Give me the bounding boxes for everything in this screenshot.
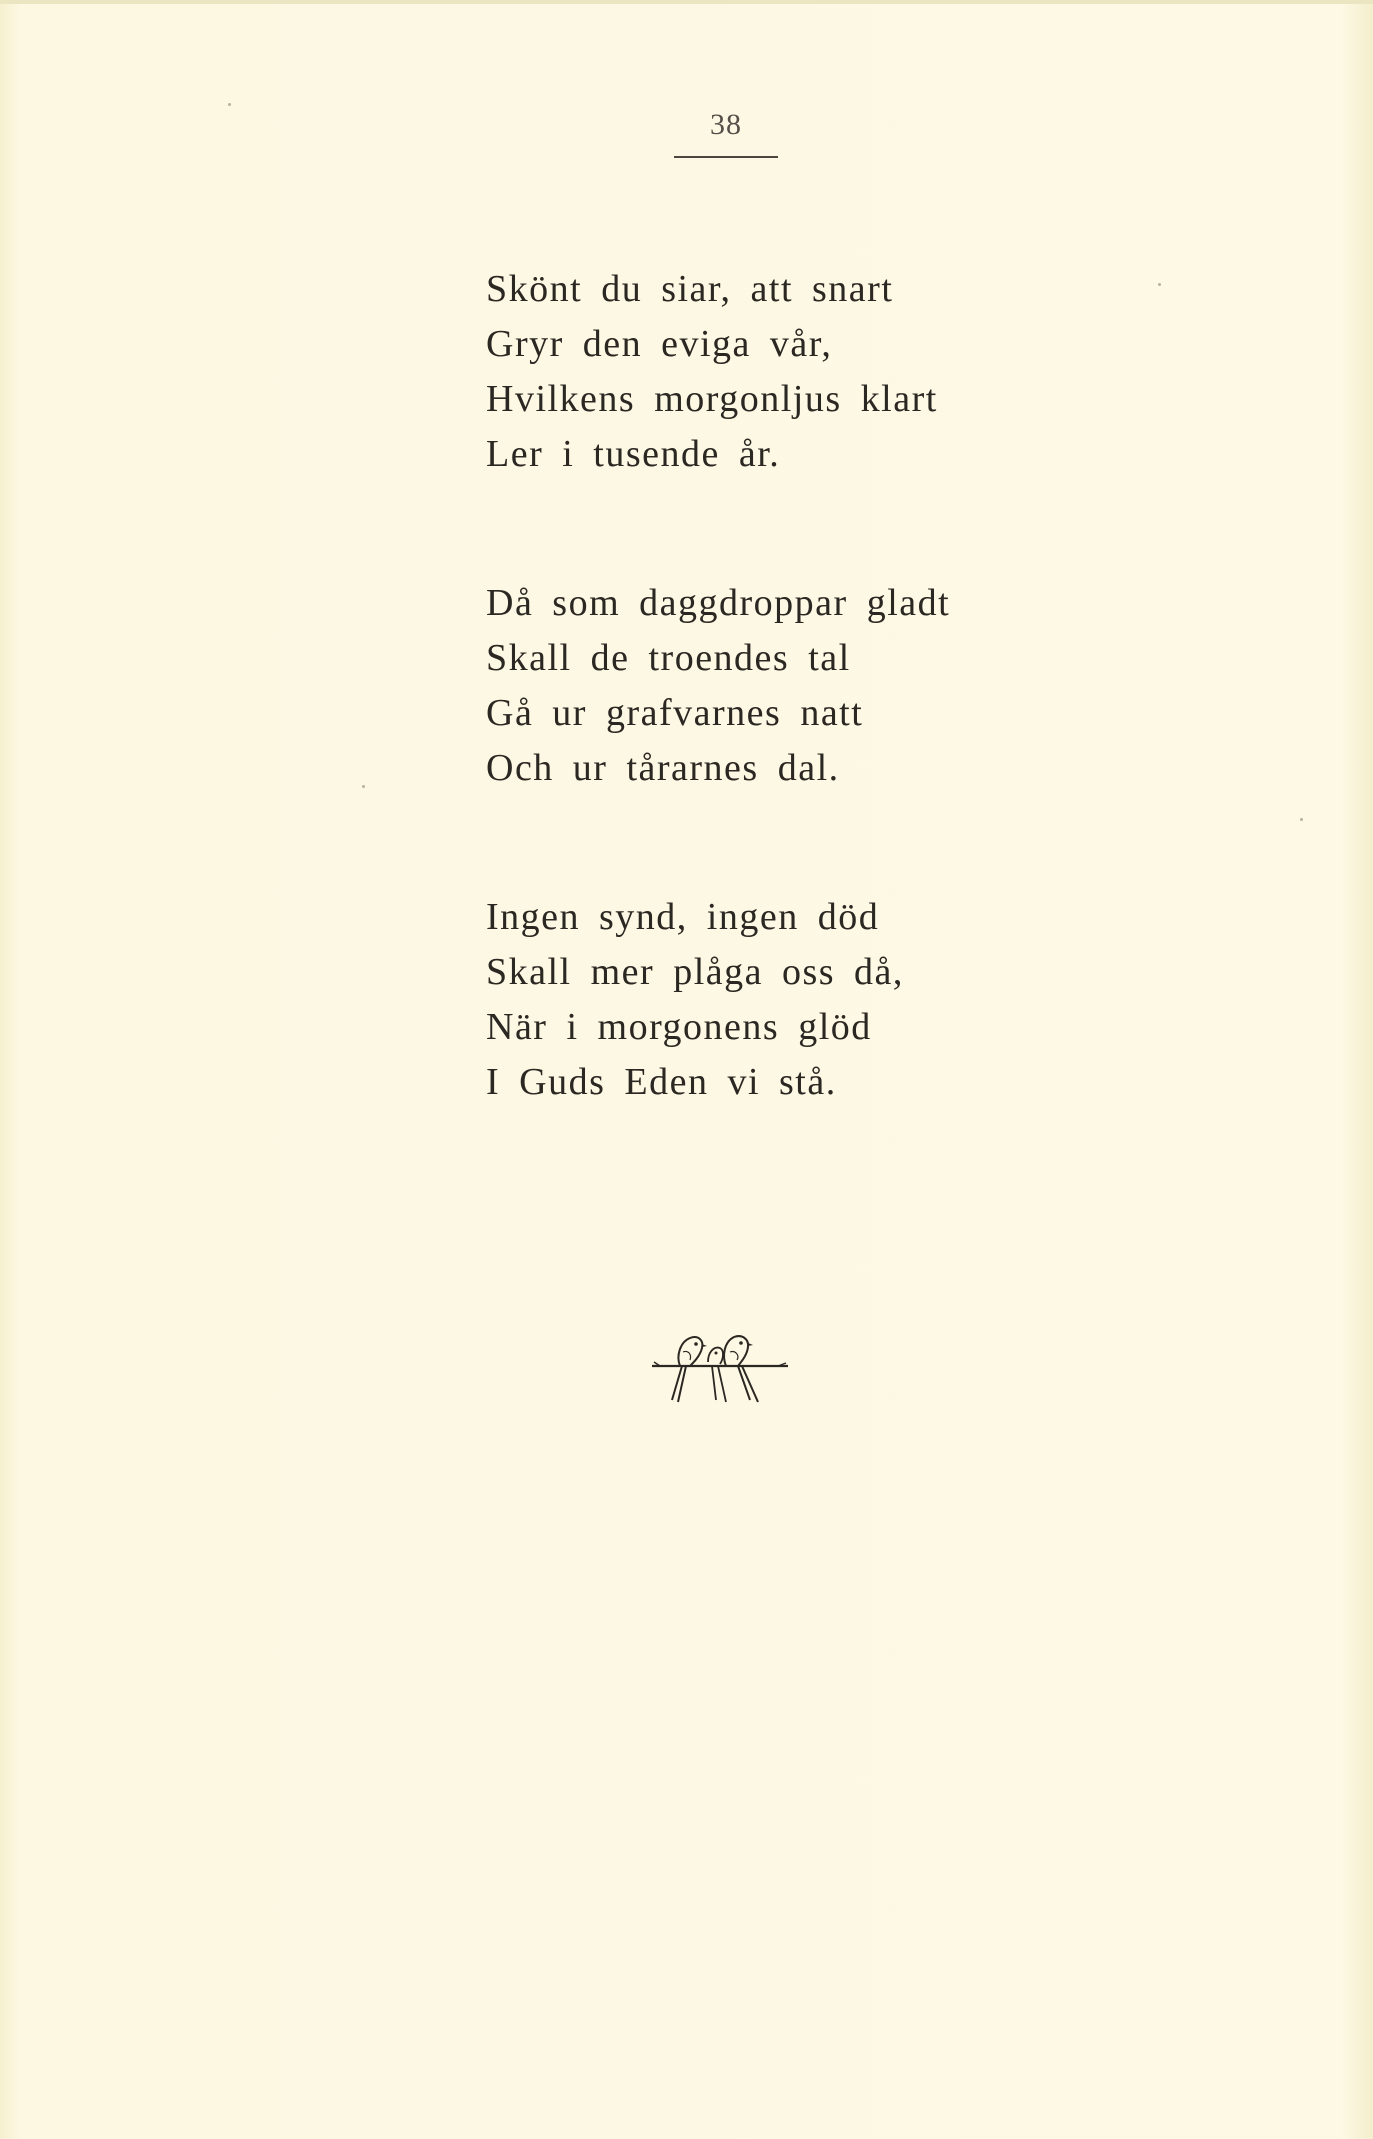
poem-line: Gryr den eviga vår, [486,323,833,365]
birds-on-branch-icon [650,1322,790,1404]
poem-line: I Guds Eden vi stå. [486,1061,837,1103]
poem-line: Hvilkens morgonljus klart [486,378,938,420]
stanza-1 [486,262,1046,482]
poem-line: Då som daggdroppar gladt [486,582,951,624]
page-number: 38 [710,108,742,141]
stanza-3 [486,890,1046,1110]
paper-speck [1300,818,1303,821]
paper-speck [1158,283,1161,286]
poem-line: Ingen synd, ingen död [486,896,880,938]
paper-speck [362,785,365,788]
poem-line: Och ur tårarnes dal. [486,747,840,789]
poem-line: Skall mer plåga oss då, [486,951,904,993]
poem-line: När i morgonens glöd [486,1006,872,1048]
page-edge [0,0,1373,4]
page-number-rule [674,156,778,158]
stanza-2 [486,576,1046,796]
paper-speck [228,103,231,106]
poem-line: Skönt du siar, att snart [486,268,894,310]
poem-line: Gå ur grafvarnes natt [486,692,864,734]
poem-line: Skall de troendes tal [486,637,851,679]
poem-line: Ler i tusende år. [486,433,781,475]
poem [486,262,1046,1204]
